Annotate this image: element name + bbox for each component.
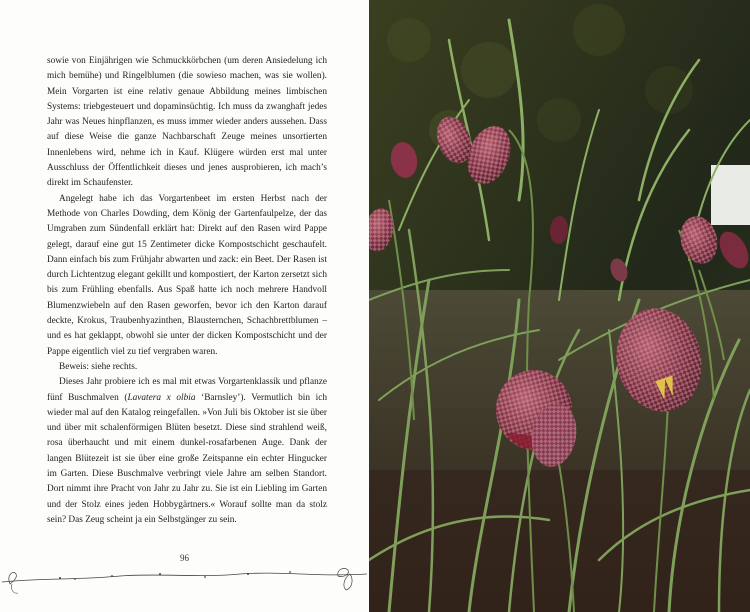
- italic-text: Lavatera x olbia: [127, 392, 196, 403]
- text-run: Dieses Jahr probiere ich es mal mit etwas Vorgartenklassik und pflanze fünf Buschmalven (: [47, 377, 327, 403]
- soil: [369, 470, 750, 612]
- text-run: Beweis: siehe rechts.: [59, 361, 138, 372]
- paragraph: [47, 192, 327, 360]
- vine-ornament: [0, 560, 369, 600]
- paragraph: [47, 54, 327, 192]
- paragraph: [47, 360, 327, 375]
- body-text: [47, 54, 327, 528]
- fritillary-photo: [369, 0, 750, 612]
- text-run: ‘Barnsley’). Vermutlich bin ich wieder mal auf den Katalog reingefallen. »Von Juli bis Oktober ist sie über und über mit schalenförmigen Blüten besetzt. Diese sind strahlend weiß, rosa überhaucht und mit einem dunkel-rosafarbenen Auge. Dank der langen Blütezeit ist sie über eine große Zeitspanne ein echter Hingucker im Garten. Diese Buschmalve verbringt viele Jahre am selben Standort. Dort nimmt ihre Pracht von Jahr zu Jahr zu. Sie ist ein Liebling im Garten und der Stolz eines jeden Hobbygärtners.« Worauf sollte man da stolz sein? Das Zeug scheint ja ein Selbstgänger zu sein.: [47, 392, 327, 525]
- left-page: [0, 0, 369, 612]
- text-run: Angelegt habe ich das Vorgartenbeet im ersten Herbst nach der Methode von Charles Dowding, dem König der Gartenfaulpelze, der das Umgraben zum Sündenfall erklärt hat: Direkt auf den Rasen wird Pappe gelegt, darauf eine gut 15 Zentimeter dicke Kompostschicht geschaufelt. Dann einfach bis zum Frühjahr abwarten und zack: ein Beet. Der Rasen ist durch Lichtentzug elegant gekillt und kompostiert, der Karton zersetzt sich bis zum Frühling ebenfalls. Aus Spaß hatte ich noch mehrere Handvoll Blumenzwiebeln auf den Rasen geworfen, bevor ich den Karton darauf deckte, Krokus, Traubenhyazinthen, Blausternchen, Schachbrettblumen – und es hat geklappt, obwohl sie unter der dicken Kompostschicht und der Pappe eigentlich viel zu tief vergraben waren.: [47, 193, 327, 357]
- flower-photo: [369, 0, 750, 612]
- page-number: 96: [180, 553, 189, 563]
- paragraph: [47, 375, 327, 528]
- text-run: sowie von Einjährigen wie Schmuckkörbchen (um deren Ansiedelung ich mich bemühe) und Ringelblumen (die sowieso machen, was sie wollen). Mein Vorgarten ist eine relativ genaue Abbildung meines limbischen Systems: triebgesteuert und dopaminsüchtig. Ich muss da zwanghaft jedes Jahr was Neues hinpflanzen, es muss immer wieder anders aussehen. Dass auf diese Weise die ganze Nachbarschaft Zeuge meines unsortierten Innenlebens wird, nehme ich in Kauf. Klügere würden erst mal unter Ausschluss der Öffentlichkeit dieses und jenes ausprobieren, ich mach’s direkt im Schaufenster.: [47, 56, 327, 189]
- sky-patch: [711, 165, 750, 225]
